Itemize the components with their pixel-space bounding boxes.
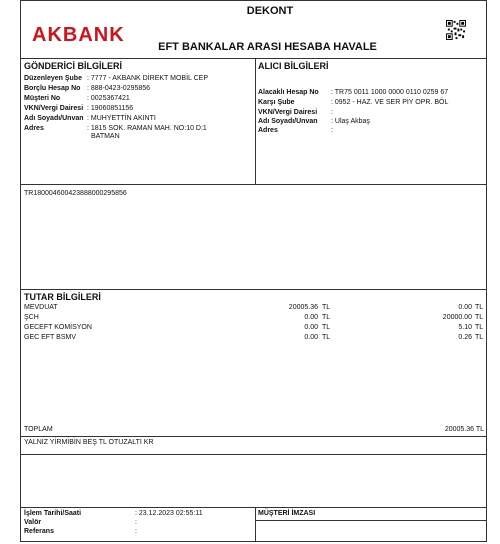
divider: [20, 507, 487, 508]
amount-row-name: ŞCH: [24, 314, 39, 321]
transaction-type-title: EFT BANKALAR ARASI HESABA HAVALE: [158, 41, 377, 53]
field-value: : MUHYETTİN AKINTI: [87, 115, 156, 122]
currency: TL: [322, 314, 331, 321]
page-title: DEKONT: [246, 5, 294, 17]
field-value: : 19060851156: [87, 105, 134, 112]
field-label: İşlem Tarihi/Saati: [24, 510, 82, 517]
fee-value: 0.26: [458, 334, 472, 341]
divider: [20, 58, 487, 59]
field-label: VKN/Vergi Dairesi: [24, 105, 84, 112]
total-value: 20005.36 TL: [444, 426, 484, 433]
field-value: : 7777 - AKBANK DİREKT MOBİL CEP: [87, 75, 208, 82]
fee-value: 20000.00: [442, 314, 472, 321]
description-text: TR180004600423888000295856: [24, 190, 127, 197]
total-label: TOPLAM: [24, 426, 53, 433]
fee-value: 0.00: [458, 304, 472, 311]
amounts-heading: TUTAR BİLGİLERİ: [24, 292, 101, 302]
divider: [20, 289, 487, 290]
field-value: :: [135, 528, 137, 535]
bank-logo: AKBANK: [32, 24, 125, 46]
divider: [255, 58, 256, 184]
amount-value: 0.00: [304, 334, 318, 341]
currency: TL: [475, 304, 484, 311]
field-label: Düzenleyen Şube: [24, 75, 82, 82]
field-label: Alacaklı Hesap No: [258, 89, 319, 96]
divider: [20, 454, 487, 455]
fee-value: 5.10: [458, 324, 472, 331]
field-label: Adres: [24, 125, 44, 132]
amount-row-name: GEC EFT BSMV: [24, 334, 76, 341]
field-value: : 23.12.2023 02:55:11: [135, 510, 203, 517]
field-label: Adı Soyadı/Unvan: [258, 118, 318, 125]
field-label: VKN/Vergi Dairesi: [258, 109, 318, 116]
currency: TL: [322, 324, 331, 331]
divider: [255, 507, 256, 542]
field-value: :: [331, 127, 333, 134]
field-label: Karşı Şube: [258, 99, 295, 106]
currency: TL: [322, 334, 331, 341]
amount-row-name: GECEFT KOMİSYON: [24, 324, 92, 331]
currency: TL: [475, 334, 484, 341]
field-value: : 0952 - HAZ. VE SER PİY OPR. BÖL: [331, 99, 449, 106]
currency: TL: [322, 304, 331, 311]
field-value: : 1815 SOK. RAMAN MAH. NO:10 D:1: [87, 125, 207, 132]
divider: [20, 436, 487, 437]
field-label: Referans: [24, 528, 54, 535]
currency: TL: [475, 314, 484, 321]
amount-value: 20005.36: [288, 304, 318, 311]
field-label: Borçlu Hesap No: [24, 85, 81, 92]
amount-row-name: MEVDUAT: [24, 304, 58, 311]
amount-value: 0.00: [304, 314, 318, 321]
divider: [20, 184, 487, 185]
field-value: : Ulaş Akbaş: [331, 118, 370, 125]
field-label: Adı Soyadı/Unvan: [24, 115, 84, 122]
amount-value: 0.00: [304, 324, 318, 331]
field-value: : 888-0423-0295856: [87, 85, 151, 92]
amount-in-words: YALNIZ YİRMİBİN BEŞ TL OTUZALTI KR: [24, 439, 154, 446]
field-value: :: [135, 519, 137, 526]
field-value: BATMAN: [91, 133, 120, 140]
signature-heading: MÜŞTERİ İMZASI: [258, 510, 316, 517]
field-value: : TR75 0011 1000 0000 0110 0259 67: [331, 89, 449, 96]
field-label: Müşteri No: [24, 95, 61, 102]
divider: [255, 520, 487, 521]
currency: TL: [475, 324, 484, 331]
sender-heading: GÖNDERİCİ BİLGİLERİ: [24, 61, 123, 71]
field-label: Adres: [258, 127, 278, 134]
receiver-heading: ALICI BİLGİLERİ: [258, 61, 329, 71]
field-value: : 0025367421: [87, 95, 130, 102]
field-value: :: [331, 109, 333, 116]
qr-code-icon: [446, 20, 466, 40]
field-label: Valör: [24, 519, 42, 526]
